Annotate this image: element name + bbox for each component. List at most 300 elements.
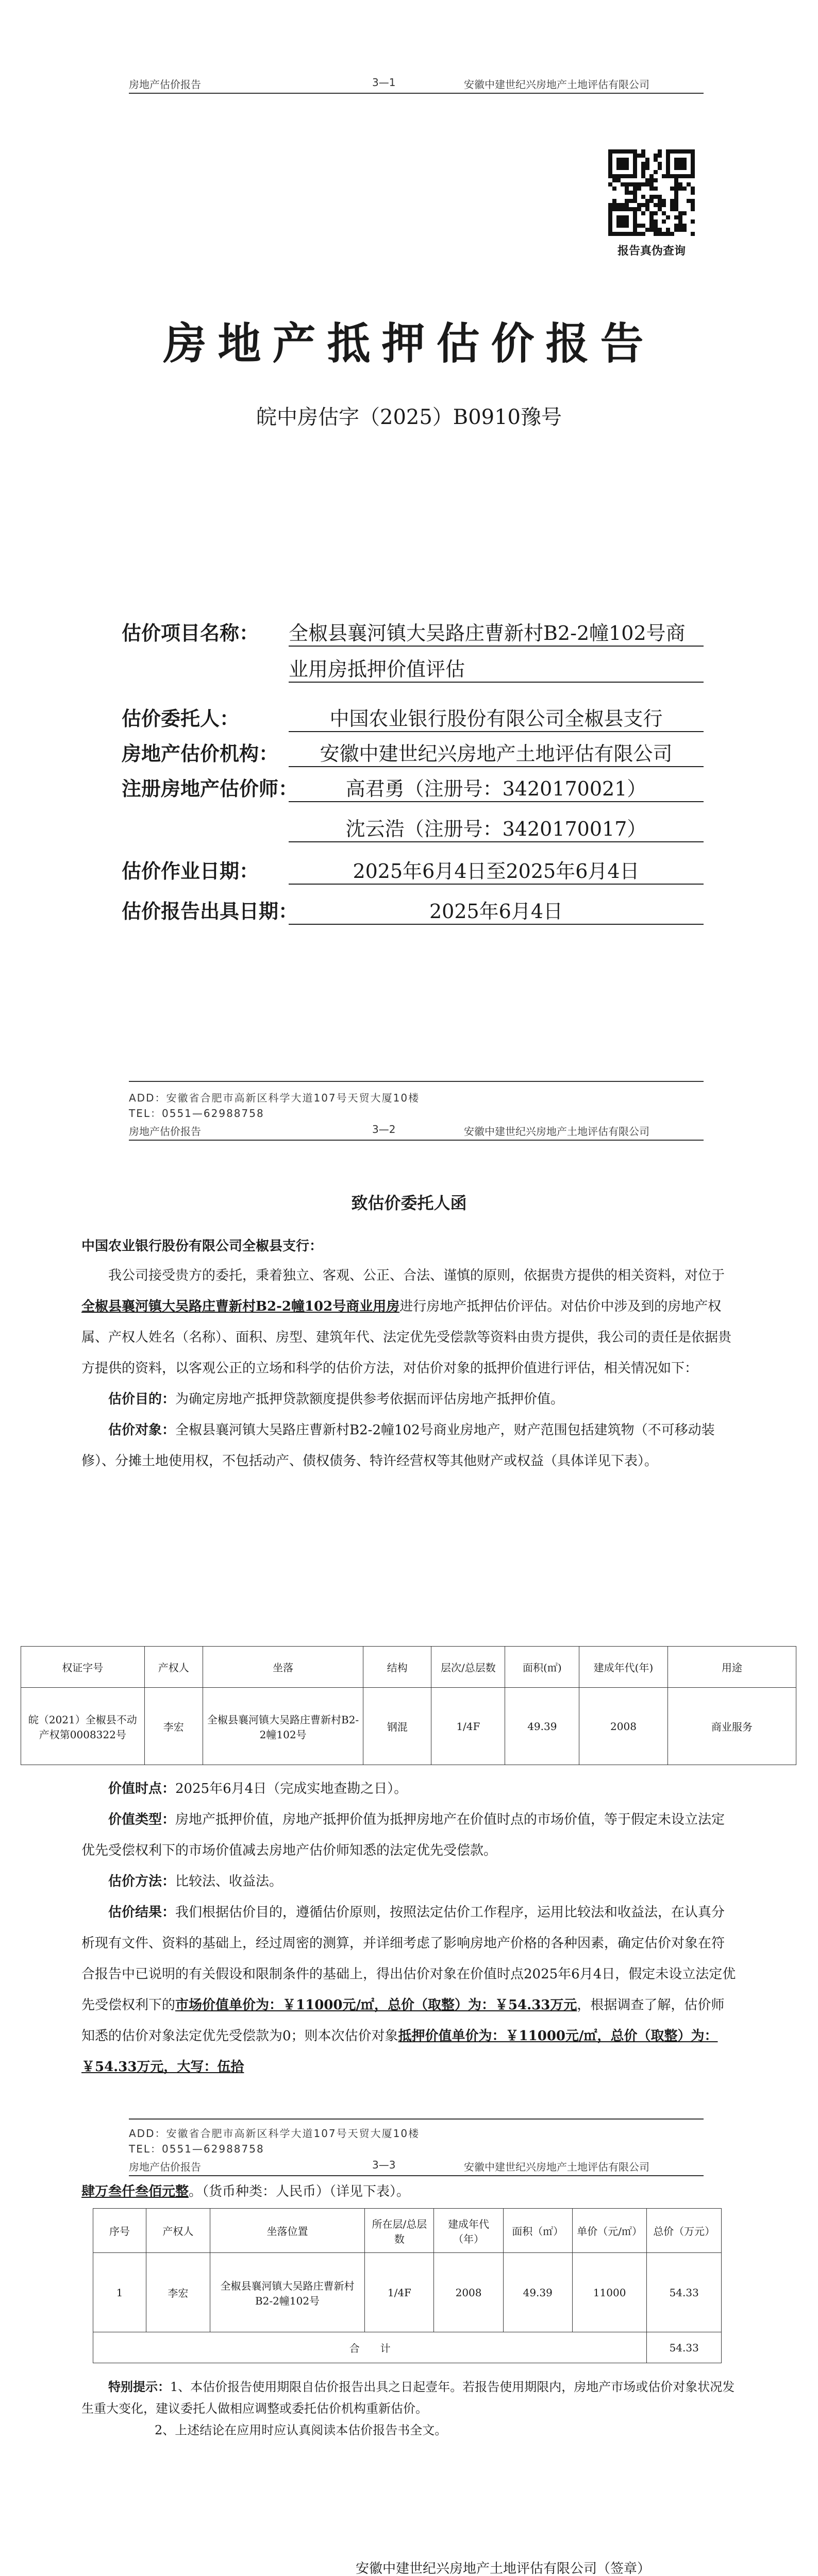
qr-module	[621, 224, 625, 228]
letter-page	[0, 1123, 818, 2154]
field-value-agency: 安徽中建世纪兴房地产土地评估有限公司	[289, 738, 704, 767]
qr-module	[662, 203, 666, 207]
property-table	[21, 1646, 796, 1765]
th-location: 坐落位置	[210, 2209, 365, 2253]
qr-module	[629, 149, 633, 154]
letter-addressee: 中国农业银行股份有限公司全椒县支行：	[81, 1239, 323, 1254]
field-value-work-date: 2025年6月4日至2025年6月4日	[289, 855, 704, 885]
qr-module	[625, 174, 629, 178]
qr-module	[633, 187, 637, 191]
qr-module	[608, 170, 612, 174]
total-value: 54.33	[647, 2332, 722, 2363]
qr-module	[629, 199, 633, 203]
qr-module	[687, 182, 691, 187]
qr-module	[658, 203, 662, 207]
para1-text: 我公司接受贵方的委托，秉着独立、客观、公正、合法、谨慎的原则，依据贵方提供的相关资料，对位于	[108, 1268, 725, 1283]
qr-module	[678, 162, 682, 166]
qr-module	[691, 207, 695, 211]
td-use: 商业服务	[667, 1688, 796, 1765]
letter-body	[81, 1260, 736, 1477]
result-text-2: ，根据调查了解，估价师知悉的估价对象法定优先受偿款为0；则本次估价对象	[81, 1997, 725, 2044]
field-label-appraiser: 注册房地产估价师：	[122, 777, 298, 800]
notice-2: 2、上述结论在应用时应认真阅读本估价报告书全文。	[155, 2423, 447, 2437]
mortgage-value: 抵押价值单价为：￥11000元/㎡，总价（取整）为：￥54.33万元，大写：伍拾	[81, 2028, 718, 2075]
qr-module	[608, 154, 612, 158]
qr-module	[658, 228, 662, 232]
qr-module	[654, 158, 658, 162]
field-label-agency: 房地产估价机构：	[122, 742, 279, 765]
td-floor: 1/4F	[431, 1688, 505, 1765]
qr-module	[645, 158, 649, 162]
qr-module	[625, 182, 629, 187]
qr-module	[633, 232, 637, 236]
qr-module	[633, 215, 637, 219]
qr-module	[621, 174, 625, 178]
footer-rule	[129, 1081, 704, 1082]
qr-module	[678, 215, 682, 219]
footer-address: ADD：安徽省合肥市高新区科学大道107号天贸大厦10楼	[129, 2127, 420, 2140]
qr-module	[641, 203, 645, 207]
para1-text-rest: 进行房地产抵押估价评估。对估价中涉及到的房地产权属、产权人姓名（名称）、面积、房型、建筑年代、法定优先受偿款等资料由贵方提供，我公司的责任是依据贵方提供的资料，以客观公正的立场和科学的估价方法，对估价对象的抵押价值进行评估，相关情况如下：	[81, 1299, 732, 1376]
qr-module	[641, 174, 645, 178]
qr-module	[633, 207, 637, 211]
qr-module	[674, 174, 678, 178]
method-text: 比较法、收益法。	[175, 1874, 283, 1889]
qr-module	[654, 195, 658, 199]
qr-module	[616, 215, 621, 219]
qr-module	[637, 154, 641, 158]
qr-code[interactable]	[608, 149, 695, 236]
qr-module	[645, 199, 649, 203]
qr-module	[649, 178, 654, 182]
qr-module	[633, 149, 637, 154]
qr-module	[682, 162, 687, 166]
qr-caption: 报告真伪查询	[617, 244, 686, 258]
qr-module	[608, 215, 612, 219]
page-number: 3—1	[372, 76, 396, 89]
qr-module	[687, 199, 691, 203]
purpose-label: 估价目的：	[108, 1392, 176, 1407]
qr-module	[625, 215, 629, 219]
field-label-work-date: 估价作业日期：	[122, 859, 259, 883]
running-header-left: 房地产估价报告	[129, 2161, 201, 2173]
header-rule	[129, 93, 704, 94]
special-notice	[81, 2376, 736, 2441]
qr-module	[674, 195, 678, 199]
qr-module	[674, 199, 678, 203]
td-structure: 钢混	[363, 1688, 431, 1765]
qr-module	[633, 199, 637, 203]
qr-module	[658, 162, 662, 166]
td-year: 2008	[434, 2253, 503, 2332]
qr-module	[645, 162, 649, 166]
qr-module	[682, 211, 687, 215]
qr-module	[674, 149, 678, 154]
qr-module	[645, 228, 649, 232]
qr-module	[670, 207, 674, 211]
qr-module	[691, 187, 695, 191]
qr-module	[649, 211, 654, 215]
qr-module	[691, 199, 695, 203]
qr-module	[649, 187, 654, 191]
currency-note: 。（货币种类：人民币）（详见下表）。	[189, 2184, 410, 2199]
td-location: 全椒县襄河镇大吴路庄曹新村B2-2幢102号	[210, 2253, 365, 2332]
qr-module	[687, 174, 691, 178]
qr-module	[666, 162, 670, 166]
qr-module	[678, 228, 682, 232]
th-unit-price: 单价（元/㎡）	[572, 2209, 647, 2253]
field-value-project: 全椒县襄河镇大吴路庄曹新村B2-2幢102号商	[289, 617, 704, 647]
signature-company: 安徽中建世纪兴房地产土地评估有限公司（签章）	[356, 2561, 651, 2576]
qr-module	[612, 232, 616, 236]
qr-module	[670, 232, 674, 236]
qr-module	[649, 224, 654, 228]
qr-module	[645, 166, 649, 170]
th-location: 坐落	[203, 1647, 363, 1688]
qr-module	[608, 207, 612, 211]
th-floor: 所在层/总层数	[365, 2209, 434, 2253]
market-value: 市场价值单价为：￥11000元/㎡，总价（取整）为：￥54.33万元	[175, 1997, 577, 2013]
header-rule	[129, 1140, 704, 1141]
qr-module	[666, 170, 670, 174]
footer-tel: TEL：0551—62988758	[129, 2143, 264, 2155]
qr-module	[670, 174, 674, 178]
qr-module	[612, 174, 616, 178]
qr-module	[674, 215, 678, 219]
qr-module	[666, 158, 670, 162]
document-number: 皖中房估字（2025）B0910豫号	[256, 405, 562, 429]
qr-module	[616, 178, 621, 182]
qr-module	[682, 187, 687, 191]
cover-page	[0, 0, 818, 1120]
th-floor: 层次/总层数	[431, 1647, 505, 1688]
mortgage-value-cont: 肆万叁仟叁佰元整	[81, 2184, 189, 2199]
qr-module	[654, 170, 658, 174]
qr-module	[621, 207, 625, 211]
qr-module	[682, 228, 687, 232]
qr-module	[625, 166, 629, 170]
qr-module	[658, 154, 662, 158]
qr-module	[633, 170, 637, 174]
qr-module	[658, 149, 662, 154]
qr-module	[678, 149, 682, 154]
value-date-label: 价值时点：	[108, 1781, 176, 1797]
qr-module	[654, 178, 658, 182]
qr-module	[670, 203, 674, 207]
qr-module	[641, 232, 645, 236]
qr-module	[658, 166, 662, 170]
qr-module	[674, 178, 678, 182]
field-label-client: 估价委托人：	[122, 707, 240, 730]
qr-module	[662, 174, 666, 178]
qr-module	[616, 158, 621, 162]
qr-module	[649, 219, 654, 224]
running-header-company: 安徽中建世纪兴房地产土地评估有限公司	[464, 1125, 649, 1138]
qr-module	[691, 219, 695, 224]
qr-module	[674, 162, 678, 166]
qr-module	[629, 207, 633, 211]
qr-module	[641, 166, 645, 170]
qr-module	[637, 232, 641, 236]
qr-module	[616, 219, 621, 224]
qr-module	[625, 199, 629, 203]
qr-module	[633, 228, 637, 232]
running-header-left: 房地产估价报告	[129, 1125, 201, 1138]
th-year: 建成年代(年)	[579, 1647, 668, 1688]
qr-module	[637, 187, 641, 191]
qr-module	[674, 224, 678, 228]
footer-tel: TEL：0551—62988758	[129, 1107, 264, 1120]
qr-module	[633, 182, 637, 187]
running-header-left: 房地产估价报告	[129, 78, 201, 91]
qr-module	[649, 174, 654, 178]
qr-module	[616, 224, 621, 228]
td-owner: 李宏	[146, 2253, 210, 2332]
th-structure: 结构	[363, 1647, 431, 1688]
qr-module	[654, 228, 658, 232]
field-value-appraiser-2: 沈云浩（注册号：3420170017）	[289, 813, 704, 842]
notice-1: 1、本估价报告使用期限自估价报告出具之日起壹年。若报告使用期限内，房地产市场或估价对象状况发生重大变化，建议委托人做相应调整或委托估价机构重新估价。	[81, 2380, 735, 2416]
qr-module	[658, 195, 662, 199]
value-type-label: 价值类型：	[108, 1812, 176, 1827]
qr-module	[633, 195, 637, 199]
qr-module	[687, 149, 691, 154]
qr-module	[621, 215, 625, 219]
qr-module	[612, 178, 616, 182]
qr-module	[621, 162, 625, 166]
qr-module	[678, 166, 682, 170]
running-header-company: 安徽中建世纪兴房地产土地评估有限公司	[464, 2161, 649, 2173]
qr-module	[612, 199, 616, 203]
qr-module	[678, 219, 682, 224]
qr-module	[625, 149, 629, 154]
header-rule	[129, 2175, 704, 2176]
td-area: 49.39	[505, 1688, 579, 1765]
qr-module	[678, 182, 682, 187]
qr-module	[678, 174, 682, 178]
qr-module	[633, 154, 637, 158]
qr-module	[633, 158, 637, 162]
qr-module	[621, 203, 625, 207]
qr-module	[654, 187, 658, 191]
field-value-client: 中国农业银行股份有限公司全椒县支行	[289, 703, 704, 732]
qr-module	[641, 211, 645, 215]
result-text: 我们根据估价目的，遵循估价原则，按照法定估价工作程序，运用比较法和收益法，在认真分析现有文件、资料的基础上，经过周密的测算，并详细考虑了影响房地产价格的各种因素，确定估价对象在符合报告中已说明的有关假设和限制条件的基础上，得出估价对象在价值时点2025年6月4日，假定未设立法定优先受偿权利下的	[81, 1905, 736, 2013]
page-number: 3—2	[372, 1123, 396, 1136]
letter-title: 致估价委托人函	[351, 1193, 467, 1213]
qr-module	[608, 162, 612, 166]
qr-module	[674, 182, 678, 187]
letter-body-2	[81, 1773, 736, 2082]
letter-page-cont	[0, 2159, 818, 2576]
qr-module	[662, 232, 666, 236]
qr-module	[641, 224, 645, 228]
qr-module	[637, 224, 641, 228]
qr-module	[608, 174, 612, 178]
td-area: 49.39	[503, 2253, 572, 2332]
field-value-project-line2: 业用房抵押价值评估	[289, 653, 704, 683]
qr-module	[691, 170, 695, 174]
qr-module	[649, 182, 654, 187]
qr-module	[645, 207, 649, 211]
value-type-text: 房地产抵押价值，房地产抵押价值为抵押房地产在价值时点的市场价值，等于假定未设立法定优先受偿权利下的市场价值减去房地产估价师知悉的法定优先受偿款。	[81, 1812, 725, 1858]
qr-module	[682, 149, 687, 154]
qr-module	[612, 207, 616, 211]
qr-module	[691, 166, 695, 170]
notice-label: 特别提示：	[108, 2379, 170, 2394]
qr-module	[633, 162, 637, 166]
qr-module	[666, 215, 670, 219]
qr-module	[666, 174, 670, 178]
qr-module	[625, 203, 629, 207]
th-area: 面积（㎡）	[503, 2209, 572, 2253]
qr-module	[691, 149, 695, 154]
qr-module	[654, 224, 658, 228]
qr-module	[621, 232, 625, 236]
th-owner: 产权人	[144, 1647, 203, 1688]
qr-module	[654, 211, 658, 215]
qr-module	[616, 203, 621, 207]
qr-module	[662, 199, 666, 203]
qr-module	[678, 224, 682, 228]
object-text: 全椒县襄河镇大吴路庄曹新村B2-2幢102号商业房地产，财产范围包括建筑物（不可移动装修）、分摊土地使用权，不包括动产、债权债务、特许经营权等其他财产或权益（具体详见下表）。	[81, 1422, 715, 1469]
qr-module	[612, 149, 616, 154]
th-cert: 权证字号	[21, 1647, 145, 1688]
qr-module	[674, 191, 678, 195]
qr-module	[691, 174, 695, 178]
qr-module	[658, 199, 662, 203]
continued-text	[81, 2180, 410, 2203]
qr-module	[682, 224, 687, 228]
qr-module	[658, 232, 662, 236]
result-label: 估价结果：	[108, 1905, 176, 1920]
qr-module	[670, 149, 674, 154]
qr-module	[608, 203, 612, 207]
purpose-text: 为确定房地产抵押贷款额度提供参考依据而评估房地产抵押价值。	[175, 1392, 564, 1407]
th-use: 用途	[667, 1647, 796, 1688]
qr-module	[612, 203, 616, 207]
qr-module	[691, 162, 695, 166]
qr-module	[616, 207, 621, 211]
qr-module	[641, 149, 645, 154]
qr-module	[633, 166, 637, 170]
td-location: 全椒县襄河镇大吴路庄曹新村B2-2幢102号	[203, 1688, 363, 1765]
field-label-issue-date: 估价报告出具日期：	[122, 900, 298, 923]
td-year: 2008	[579, 1688, 668, 1765]
report-title: 房地产抵押估价报告	[163, 318, 655, 369]
qr-module	[621, 166, 625, 170]
qr-module	[641, 195, 645, 199]
qr-module	[674, 228, 678, 232]
qr-module	[662, 211, 666, 215]
qr-module	[633, 174, 637, 178]
qr-module	[682, 174, 687, 178]
qr-module	[645, 182, 649, 187]
qr-module	[658, 207, 662, 211]
qr-module	[674, 203, 678, 207]
qr-module	[666, 149, 670, 154]
qr-module	[691, 158, 695, 162]
qr-module	[691, 232, 695, 236]
qr-module	[682, 158, 687, 162]
qr-module	[666, 154, 670, 158]
qr-module	[616, 232, 621, 236]
td-unit-price: 11000	[572, 2253, 647, 2332]
qr-module	[654, 232, 658, 236]
field-label-project: 估价项目名称：	[122, 621, 259, 645]
qr-module	[612, 187, 616, 191]
qr-module	[674, 207, 678, 211]
qr-module	[629, 174, 633, 178]
td-floor: 1/4F	[365, 2253, 434, 2332]
total-label: 合 计	[93, 2332, 647, 2363]
qr-module	[637, 207, 641, 211]
qr-module	[616, 162, 621, 166]
qr-module	[621, 182, 625, 187]
qr-module	[608, 166, 612, 170]
qr-module	[691, 191, 695, 195]
field-value-issue-date: 2025年6月4日	[289, 895, 704, 925]
qr-module	[625, 191, 629, 195]
qr-module	[625, 187, 629, 191]
qr-module	[633, 219, 637, 224]
field-value-appraiser-1: 高君勇（注册号：3420170021）	[289, 773, 704, 802]
td-total-price: 54.33	[647, 2253, 722, 2332]
valuation-table	[93, 2208, 722, 2363]
qr-module	[641, 162, 645, 166]
method-label: 估价方法：	[108, 1874, 176, 1889]
qr-module	[616, 166, 621, 170]
qr-module	[682, 166, 687, 170]
qr-module	[645, 178, 649, 182]
para1-property: 全椒县襄河镇大吴路庄曹新村B2-2幢102号商业用房	[81, 1299, 400, 1314]
qr-module	[678, 187, 682, 191]
qr-module	[608, 211, 612, 215]
qr-module	[608, 228, 612, 232]
qr-module	[641, 182, 645, 187]
qr-module	[649, 228, 654, 232]
qr-module	[674, 158, 678, 162]
qr-module	[625, 219, 629, 224]
qr-module	[666, 232, 670, 236]
qr-module	[654, 203, 658, 207]
qr-module	[649, 195, 654, 199]
qr-module	[678, 211, 682, 215]
qr-module	[633, 211, 637, 215]
qr-module	[678, 158, 682, 162]
qr-module	[608, 182, 612, 187]
qr-module	[629, 232, 633, 236]
qr-module	[621, 158, 625, 162]
td-owner: 李宏	[144, 1688, 203, 1765]
th-area: 面积(㎡)	[505, 1647, 579, 1688]
td-no: 1	[93, 2253, 146, 2332]
qr-module	[616, 149, 621, 154]
qr-module	[625, 162, 629, 166]
qr-module	[621, 219, 625, 224]
qr-module	[654, 154, 658, 158]
qr-module	[608, 232, 612, 236]
qr-module	[625, 224, 629, 228]
qr-module	[691, 154, 695, 158]
object-label: 估价对象：	[108, 1422, 176, 1438]
qr-module	[621, 149, 625, 154]
qr-module	[633, 224, 637, 228]
qr-module	[641, 170, 645, 174]
qr-module	[637, 182, 641, 187]
th-no: 序号	[93, 2209, 146, 2253]
th-year: 建成年代（年）	[434, 2209, 503, 2253]
